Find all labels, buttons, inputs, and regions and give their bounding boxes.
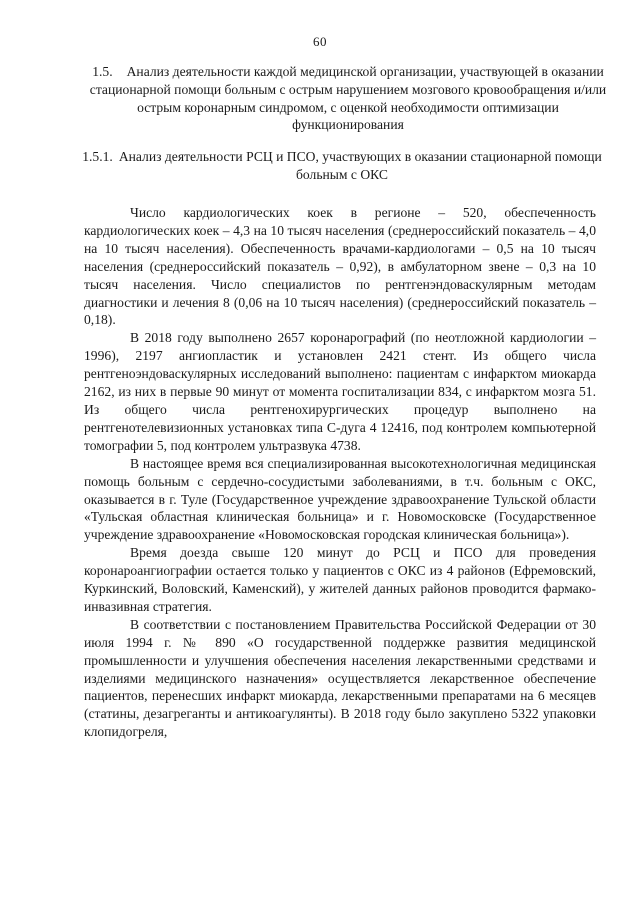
- paragraph-cardiology-beds: Число кардиологических коек в регионе – 520, обеспеченность кардиологических коек – 4,3 на 10 тысяч населения (среднероссийский показатель – 4,0 на 10 тысяч населения). Обеспеченность врачами-кардиологами – 0,5 на 10 тысяч населения (среднероссийский показатель – 0,92), в амбулаторном звене – 0,3 на 10 тысяч населения. Число специалистов по рентгенэндоваскулярным методам диагностики и лечения 8 (0,06 на 10 тысяч населения) (среднероссийский показатель – 0,18).: [84, 205, 596, 328]
- body-text: [84, 204, 596, 741]
- section-number: 1.5.: [92, 64, 113, 79]
- paragraph-travel-time: Время доезда свыше 120 минут до РСЦ и ПСО для проведения коронароангиографии остается только у пациентов с ОКС из 4 районов (Ефремовский, Куркинский, Воловский, Каменский), у жителей данных районов проводится фармако-инвазивная стратегия.: [84, 545, 596, 614]
- paragraph-drug-provision: В соответствии с постановлением Правительства Российской Федерации от 30 июля 1994 г. № 890 «О государственной поддержке развития медицинской промышленности и улучшения обеспечения населения лекарственными средствами и изделиями медицинского назначения» осуществляется лекарственное обеспечение пациентов, перенесших инфаркт миокарда, лекарственными препаратами на 6 месяцев (статины, дезагреганты и антикоагулянты). В 2018 году было закуплено 5322 упаковки клопидогреля,: [84, 616, 596, 740]
- paragraph-coronarography-2018: В 2018 году выполнено 2657 коронарографий (по неотложной кардиологии – 1996), 2197 ангиопластик и установлен 2421 стент. Из общего числа рентгеноэндоваскулярных исследований выполнено: пациентам с инфарктом миокарда 2162, из них в первые 90 минут от момента госпитализации 834, с инфарктом мозга 51. Из общего числа рентгенохирургических процедур выполнено на рентгенотелевизионных установках типа С-дуга 4 12416, под контролем компьютерной томографии 5, под контролем ультразвука 4738.: [84, 330, 596, 453]
- page-number: 60: [313, 34, 327, 49]
- section-heading-1-5-1: [66, 148, 618, 184]
- paragraph-hightech-care: В настоящее время вся специализированная высокотехнологичная медицинская помощь больным с сердечно-сосудистыми заболеваниями, в т.ч. больным с ОКС, оказывается в г. Туле (Государственное учреждение здравоохранение Тульской области «Тульская областная клиническая больница» и г. Новомосковске (Государственное учреждение здравоохранение «Новомосковская городская клиническая больница»).: [84, 455, 596, 543]
- subsection-title: Анализ деятельности РСЦ и ПСО, участвующих в оказании стационарной помощи больным с ОКС: [118, 149, 602, 182]
- subsection-number: 1.5.1.: [82, 149, 113, 164]
- section-heading-1-5: [84, 63, 612, 134]
- section-title: Анализ деятельности каждой медицинской организации, участвующей в оказании стационарной помощи больным с острым нарушением мозгового кровообращения и/или острым коронарным синдромом, с оценкой необходимости оптимизации функционирования: [89, 64, 607, 133]
